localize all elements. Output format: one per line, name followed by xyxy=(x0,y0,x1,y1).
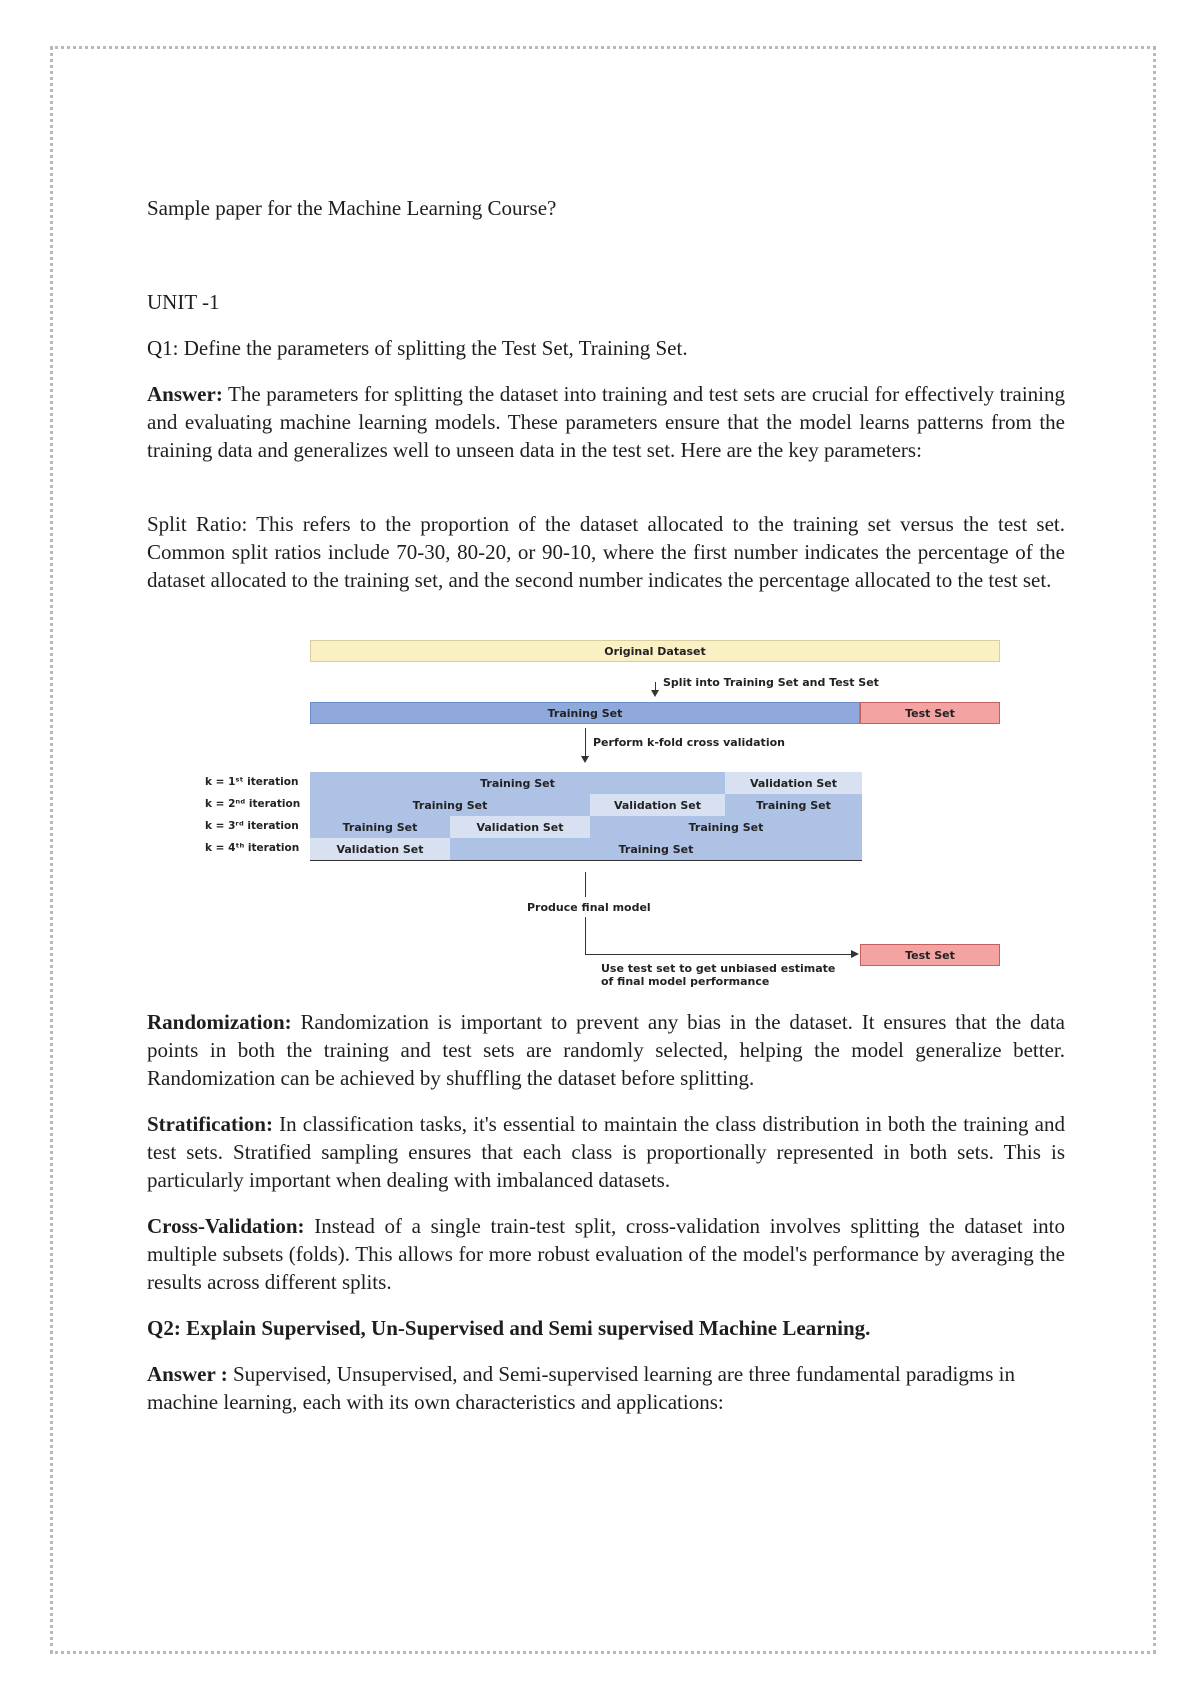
answer-1-paragraph xyxy=(147,380,1065,464)
final-model-note: Produce final model xyxy=(527,901,651,914)
row2-validation-set: Validation Set xyxy=(590,794,725,816)
row1-training-set: Training Set xyxy=(310,772,725,794)
merge-line xyxy=(585,872,586,897)
stratification-text: In classification tasks, it's essential to maintain the class distribution in both the training and test sets. Stratified sampling ensures that each class is proportionally represented in both sets. This is particularly important when dealing with imbalanced datasets. xyxy=(147,1112,1065,1192)
answer-text: The parameters for splitting the dataset into training and test sets are crucial for effectively training and evaluating machine learning models. These parameters ensure that the model learns patterns from the training data and generalizes well to unseen data in the test set. Here are the key parameters: xyxy=(147,382,1065,462)
iteration-label-1: k = 1ˢᵗ iteration xyxy=(205,776,299,788)
test-set-box: Test Set xyxy=(860,702,1000,724)
final-horizontal-line xyxy=(585,954,851,955)
row3-training-set-right: Training Set xyxy=(590,816,862,838)
split-ratio-paragraph: Split Ratio: This refers to the proportion of the dataset allocated to the training set versus the test set. Common split ratios include 70-30, 80-20, or 90-10, where the first number indicates the percentage of the dataset allocated to the training set, and the second number indicates the percentage allocated to the test set. xyxy=(147,512,1065,592)
crossval-text: Instead of a single train-test split, cross-validation involves splitting the dataset into multiple subsets (folds). This allows for more robust evaluation of the model's performance by averaging the results across different splits. xyxy=(147,1214,1065,1294)
row1-validation-set: Validation Set xyxy=(725,772,862,794)
kfold-arrow-line xyxy=(585,728,586,758)
original-dataset-box: Original Dataset xyxy=(310,640,1000,662)
training-set-box: Training Set xyxy=(310,702,860,724)
randomization-text: Randomization is important to prevent any bias in the dataset. It ensures that the data points in both the training and test sets are randomly selected, helping the model generalize better. Randomization can be achieved by shuffling the dataset before splitting. xyxy=(147,1010,1065,1090)
unit-heading: UNIT -1 xyxy=(147,290,220,314)
iteration-label-3: k = 3ʳᵈ iteration xyxy=(205,820,299,832)
stratification-label: Stratification: xyxy=(147,1112,273,1136)
question-1: Q1: Define the parameters of splitting the Test Set, Training Set. xyxy=(147,336,688,360)
stratification-paragraph xyxy=(147,1110,1065,1194)
row3-validation-set: Validation Set xyxy=(450,816,590,838)
kfold-note: Perform k-fold cross validation xyxy=(593,736,785,749)
test-note-line-2: of final model performance xyxy=(601,975,770,988)
iteration-label-2: k = 2ⁿᵈ iteration xyxy=(205,798,301,810)
split-arrow-head xyxy=(651,690,659,697)
answer-2-paragraph xyxy=(147,1360,1047,1416)
randomization-label: Randomization: xyxy=(147,1010,292,1034)
grid-bottom-line xyxy=(310,860,862,861)
row3-training-set-left: Training Set xyxy=(310,816,450,838)
answer-label: Answer: xyxy=(147,382,223,406)
crossval-label: Cross-Validation: xyxy=(147,1214,305,1238)
row4-validation-set: Validation Set xyxy=(310,838,450,860)
test-note-line-1: Use test set to get unbiased estimate xyxy=(601,962,836,975)
question-2: Q2: Explain Supervised, Un-Supervised and Semi supervised Machine Learning. xyxy=(147,1316,871,1340)
crossval-paragraph xyxy=(147,1212,1065,1296)
randomization-paragraph xyxy=(147,1008,1065,1092)
row2-training-set-right: Training Set xyxy=(725,794,862,816)
row2-training-set: Training Set xyxy=(310,794,590,816)
final-vertical-line xyxy=(585,917,586,955)
answer-2-text: Supervised, Unsupervised, and Semi-supervised learning are three fundamental paradigms in machine learning, each with its own characteristics and applications: xyxy=(147,1362,1015,1414)
split-note: Split into Training Set and Test Set xyxy=(663,676,879,689)
iteration-label-4: k = 4ᵗʰ iteration xyxy=(205,842,300,854)
test-estimate-note xyxy=(601,962,835,988)
kfold-arrow-head xyxy=(581,756,589,763)
answer-2-label: Answer : xyxy=(147,1362,228,1386)
final-arrow-head xyxy=(851,950,859,958)
final-test-set-box: Test Set xyxy=(860,944,1000,966)
row4-training-set: Training Set xyxy=(450,838,862,860)
document-title: Sample paper for the Machine Learning Course? xyxy=(147,196,557,220)
kfold-diagram xyxy=(205,632,1005,987)
